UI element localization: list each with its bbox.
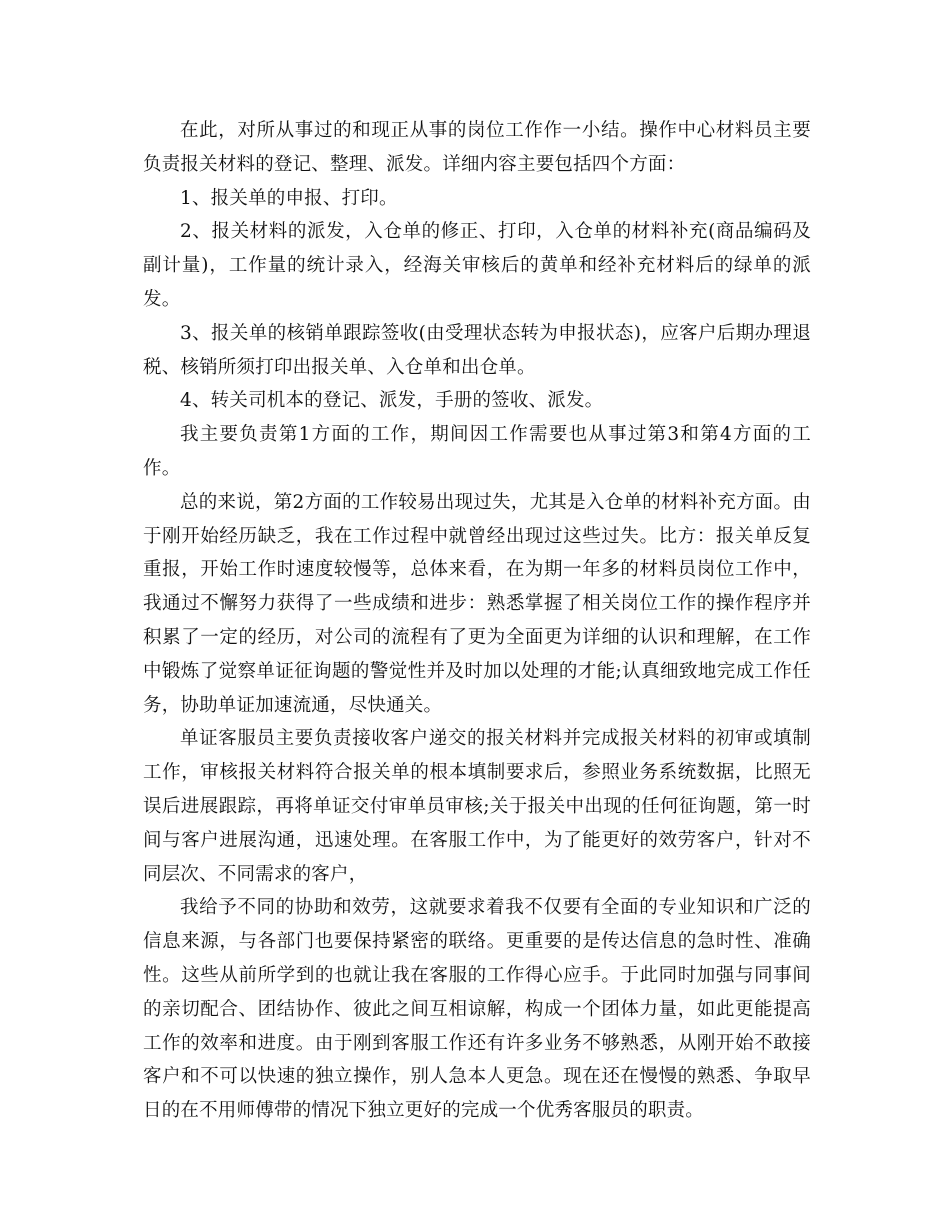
document-body — [143, 114, 811, 1128]
paragraph-item-3: 3、报关单的核销单跟踪签收(由受理状态转为申报状态)，应客户后期办理退税、核销所须打印出报关单、入仓单和出仓单。 — [143, 322, 811, 378]
paragraph-item-1: 1、报关单的申报、打印。 — [180, 187, 398, 209]
paragraph-responsibility: 我主要负责第1方面的工作，期间因工作需要也从事过第3和第4方面的工作。 — [143, 424, 811, 479]
paragraph-item-2: 2、报关材料的派发，入仓单的修正、打印，入仓单的材料补充(商品编码及副计量)，工作量的统计录入，经海关审核后的黄单和经补充材料后的绿单的派发。 — [143, 221, 811, 310]
paragraph-summary: 总的来说，第2方面的工作较易出现过失，尤其是入仓单的材料补充方面。由于刚开始经历缺乏，我在工作过程中就曾经出现过这些过失。比方：报关单反复重报，开始工作时速度较慢等，总体来看，在为期一年多的材料员岗位工作中，我通过不懈努力获得了一些成绩和进步：熟悉掌握了相关岗位工作的操作程序并积累了一定的经历，对公司的流程有了更为全面更为详细的认识和理解，在工作中锻炼了觉察单证征询题的警觉性并及时加以处理的才能;认真细致地完成工作任务，协助单证加速流通，尽快通关。 — [143, 491, 811, 716]
paragraph-service-detail: 我给予不同的协助和效劳，这就要求着我不仅要有全面的专业知识和广泛的信息来源，与各部门也要保持紧密的联络。更重要的是传达信息的急时性、准确性。这些从前所学到的也就让我在客服的工作得心应手。于此同时加强与同事间的亲切配合、团结协作、彼此之间互相谅解，构成一个团体力量，如此更能提高工作的效率和进度。由于刚到客服工作还有许多业务不够熟悉，从刚开始不敢接客户和不可以快速的独立操作，别人急本人更急。现在还在慢慢的熟悉、争取早日的在不用师傅带的情况下独立更好的完成一个优秀客服员的职责。 — [143, 897, 811, 1122]
paragraph-customer-service: 单证客服员主要负责接收客户递交的报关材料并完成报关材料的初审或填制工作，审核报关材料符合报关单的根本填制要求后，参照业务系统数据，比照无误后进展跟踪，再将单证交付审单员审核;关于报关中出现的任何征询题，第一时间与客户进展沟通，迅速处理。在客服工作中，为了能更好的效劳客户，针对不同层次、不同需求的客户， — [143, 728, 811, 885]
paragraph-item-4: 4、转关司机本的登记、派发，手册的签收、派发。 — [180, 390, 604, 412]
paragraph-intro: 在此，对所从事过的和现正从事的岗位工作作一小结。操作中心材料员主要负责报关材料的登记、整理、派发。详细内容主要包括四个方面： — [143, 120, 811, 175]
